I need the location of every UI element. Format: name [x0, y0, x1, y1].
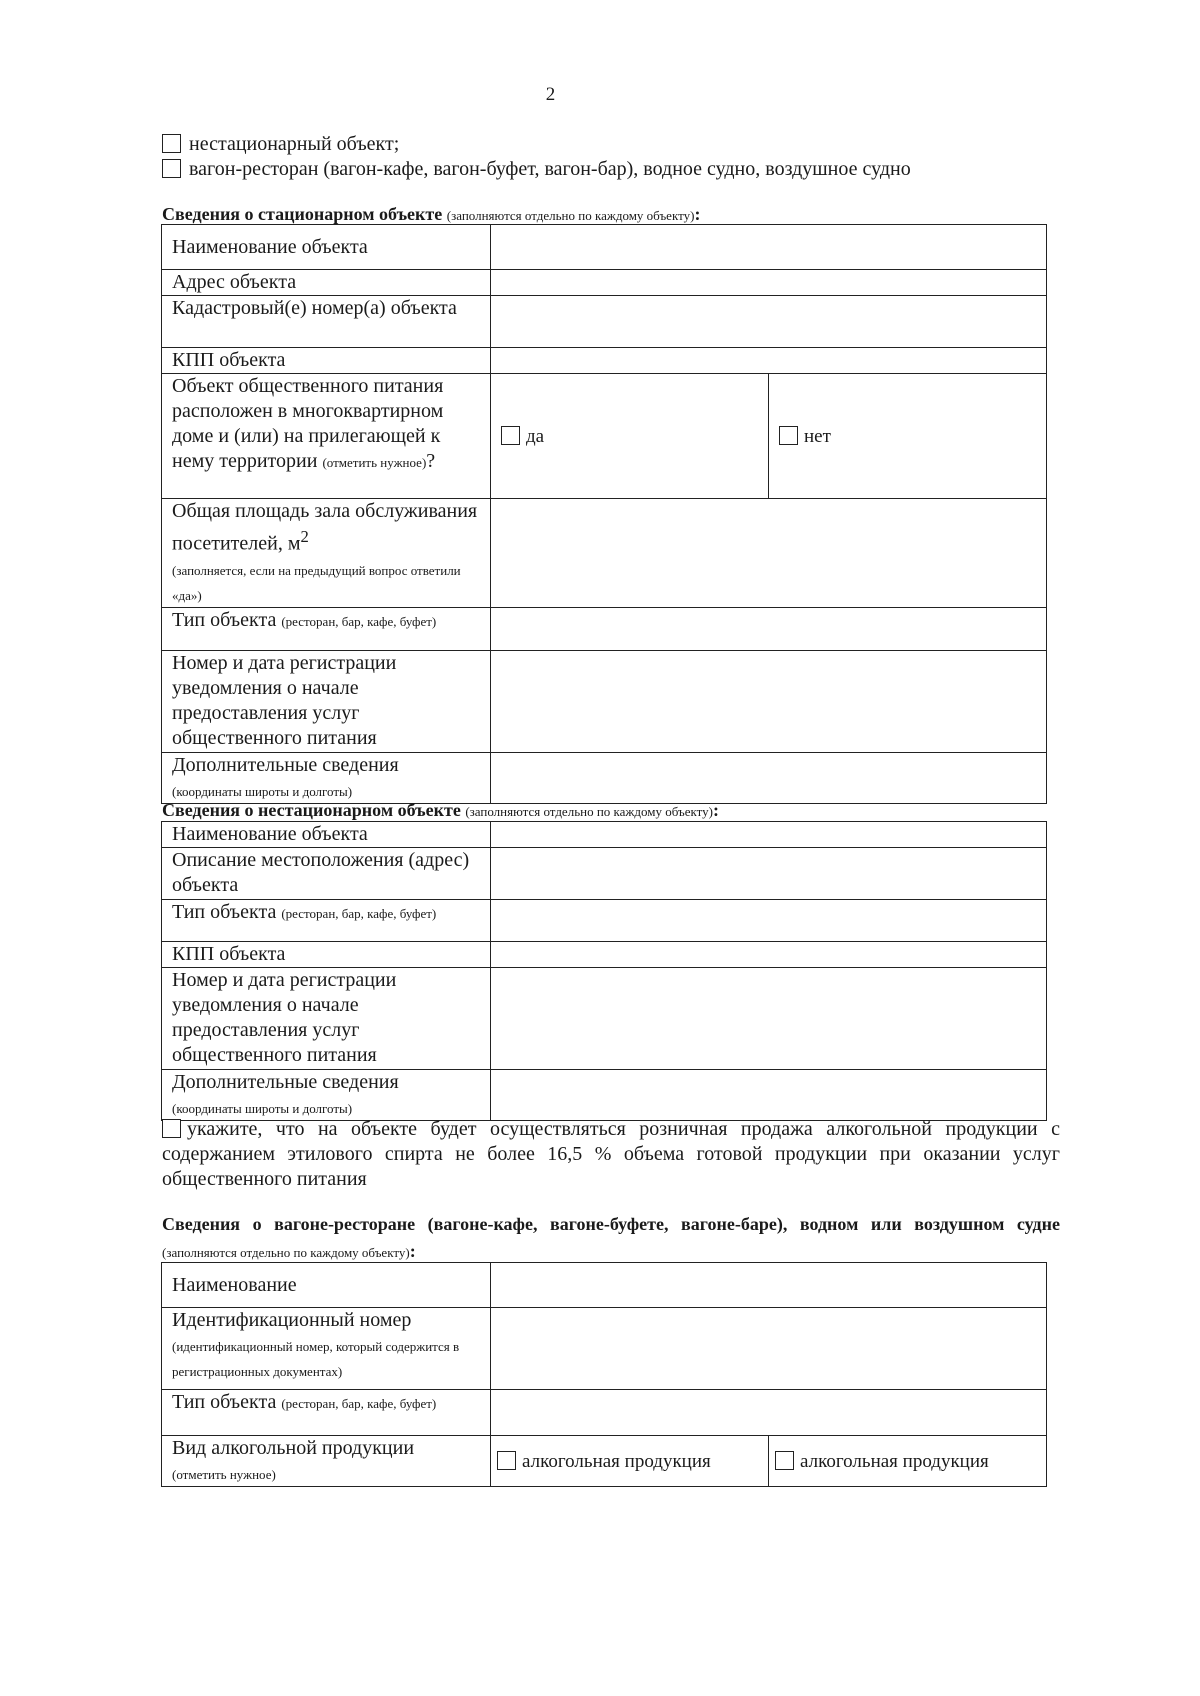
vehicle-id-label [162, 1308, 491, 1390]
vehicle-heading-note: (заполняются отдельно по каждому объекту) [162, 1245, 410, 1260]
nonstationary-type-text: Тип объекта [172, 901, 277, 923]
vehicle-heading-colon: : [409, 1241, 416, 1261]
nonstationary-notice-input[interactable] [491, 968, 1047, 1070]
nonstationary-location-input[interactable] [491, 848, 1047, 900]
table-row [162, 752, 1047, 803]
table-row [162, 822, 1047, 848]
alcohol-option-a[interactable] [491, 1436, 769, 1487]
apartment-yes-label: да [526, 425, 545, 447]
nonstationary-name-label: Наименование объекта [162, 822, 491, 848]
type-label-text: Тип объекта [172, 608, 277, 631]
alcohol-statement [162, 1117, 1060, 1192]
stationary-address-label: Адрес объекта [162, 270, 491, 296]
stationary-heading-note: (заполняются отдельно по каждому объекту) [446, 208, 695, 223]
extra-label-text: Дополнительные сведения [172, 753, 399, 776]
nonstationary-extra-input[interactable] [491, 1070, 1047, 1121]
stationary-extra-input[interactable] [491, 752, 1047, 803]
nonstationary-extra-text: Дополнительные сведения [172, 1071, 399, 1093]
option-nonstationary[interactable] [162, 132, 399, 156]
table-row [162, 348, 1047, 374]
stationary-cadastral-input[interactable] [491, 296, 1047, 348]
vehicle-id-input[interactable] [491, 1308, 1047, 1390]
alcohol-option-a-label: алкогольная продукция [522, 1450, 711, 1472]
stationary-kpp-label: КПП объекта [162, 348, 491, 374]
table-row [162, 374, 1047, 499]
table-row [162, 225, 1047, 270]
stationary-address-input[interactable] [491, 270, 1047, 296]
apartment-no-option[interactable] [769, 374, 1047, 499]
vehicle-type-label [162, 1390, 491, 1436]
nonstationary-notice-label: Номер и дата регистрации уведомления о начале предоставления услуг общественного питания [162, 968, 491, 1070]
vehicle-id-text: Идентификационный номер [172, 1309, 412, 1331]
vehicle-name-label: Наименование [162, 1263, 491, 1308]
stationary-name-label: Наименование объекта [162, 225, 491, 270]
nonstationary-name-input[interactable] [491, 822, 1047, 848]
table-row [162, 270, 1047, 296]
option-vehicle[interactable] [162, 157, 911, 181]
table-row [162, 499, 1047, 608]
nonstationary-kpp-label: КПП объекта [162, 942, 491, 968]
extra-label-note: (координаты широты и долготы) [172, 783, 353, 799]
alcohol-option-a-checkbox[interactable] [497, 1451, 516, 1470]
vehicle-table [161, 1262, 1047, 1487]
table-row [162, 1436, 1047, 1487]
vehicle-id-note: (идентификационный номер, который содержится в регистрационных документах) [172, 1339, 460, 1379]
table-row [162, 900, 1047, 942]
nonstationary-extra-note: (координаты широты и долготы) [172, 1101, 353, 1116]
vehicle-type-text: Тип объекта [172, 1391, 277, 1413]
stationary-notice-input[interactable] [491, 650, 1047, 752]
nonstationary-heading-title: Сведения о нестационарном объекте [162, 800, 461, 820]
alcohol-statement-text: укажите, что на объекте будет осуществляться розничная продажа алкогольной продукции с содержанием этилового спирта не более 16,5 % объема готовой продукции при оказании услуг общественного питания [162, 1118, 1060, 1190]
stationary-notice-label: Номер и дата регистрации уведомления о начале предоставления услуг общественного питания [162, 650, 491, 752]
vehicle-heading [162, 1211, 1060, 1266]
stationary-area-label [162, 499, 491, 608]
alcohol-option-b[interactable] [769, 1436, 1047, 1487]
stationary-name-input[interactable] [491, 225, 1047, 270]
vehicle-alcohol-note: (отметить нужное) [172, 1467, 276, 1482]
table-row [162, 1263, 1047, 1308]
table-row [162, 1070, 1047, 1121]
stationary-heading-title: Сведения о стационарном объекте [162, 204, 443, 224]
apartment-no-checkbox[interactable] [779, 426, 798, 445]
apartment-question-mark: ? [426, 450, 436, 472]
nonstationary-type-note: (ресторан, бар, кафе, буфет) [281, 906, 437, 921]
stationary-cadastral-label: Кадастровый(е) номер(а) объекта [162, 296, 491, 348]
nonstationary-kpp-input[interactable] [491, 942, 1047, 968]
vehicle-type-input[interactable] [491, 1390, 1047, 1436]
nonstationary-type-input[interactable] [491, 900, 1047, 942]
nonstationary-table [161, 821, 1047, 1121]
nonstationary-extra-label [162, 1070, 491, 1121]
nonstationary-checkbox[interactable] [162, 134, 181, 153]
nonstationary-heading-note: (заполняются отдельно по каждому объекту) [465, 804, 714, 819]
option-nonstationary-label: нестационарный объект; [189, 133, 400, 155]
nonstationary-location-label: Описание местоположения (адрес) объекта [162, 848, 491, 900]
apartment-question-note: (отметить нужное) [322, 455, 427, 470]
stationary-table [161, 224, 1047, 804]
alcohol-statement-checkbox[interactable] [162, 1119, 181, 1138]
stationary-apartment-question [162, 374, 491, 499]
table-row [162, 607, 1047, 650]
area-label-note: (заполняется, если на предыдущий вопрос ответили «да») [172, 562, 461, 603]
nonstationary-heading-colon: : [713, 800, 720, 820]
vehicle-type-note: (ресторан, бар, кафе, буфет) [281, 1396, 437, 1411]
page-number: 2 [545, 84, 556, 105]
table-row [162, 1308, 1047, 1390]
stationary-heading-colon: : [694, 204, 701, 224]
stationary-extra-label [162, 752, 491, 803]
stationary-kpp-input[interactable] [491, 348, 1047, 374]
table-row [162, 650, 1047, 752]
nonstationary-type-label [162, 900, 491, 942]
apartment-no-label: нет [804, 425, 831, 447]
table-row [162, 848, 1047, 900]
stationary-area-input[interactable] [491, 499, 1047, 608]
vehicle-checkbox[interactable] [162, 159, 181, 178]
stationary-type-input[interactable] [491, 607, 1047, 650]
vehicle-name-input[interactable] [491, 1263, 1047, 1308]
vehicle-alcohol-text: Вид алкогольной продукции [172, 1437, 415, 1459]
apartment-yes-checkbox[interactable] [501, 426, 520, 445]
stationary-type-label [162, 607, 491, 650]
type-label-note: (ресторан, бар, кафе, буфет) [281, 613, 437, 629]
alcohol-option-b-checkbox[interactable] [775, 1451, 794, 1470]
area-label-sup: 2 [300, 527, 309, 546]
alcohol-option-b-label: алкогольная продукция [800, 1450, 989, 1472]
table-row [162, 942, 1047, 968]
vehicle-alcohol-label [162, 1436, 491, 1487]
table-row [162, 296, 1047, 348]
option-vehicle-label: вагон-ресторан (вагон-кафе, вагон-буфет, вагон-бар), водное судно, воздушное судно [189, 158, 911, 180]
table-row [162, 968, 1047, 1070]
vehicle-heading-title: Сведения о вагоне-ресторане (вагоне-кафе, вагоне-буфете, вагоне-баре), водном или воздушном судне [162, 1214, 1060, 1234]
table-row [162, 1390, 1047, 1436]
area-label-text: Общая площадь зала обслуживания посетителей, м [172, 500, 478, 555]
apartment-question-text: Объект общественного питания расположен в многоквартирном доме и (или) на прилегающей к нему территории [172, 375, 444, 472]
apartment-yes-option[interactable] [491, 374, 769, 499]
